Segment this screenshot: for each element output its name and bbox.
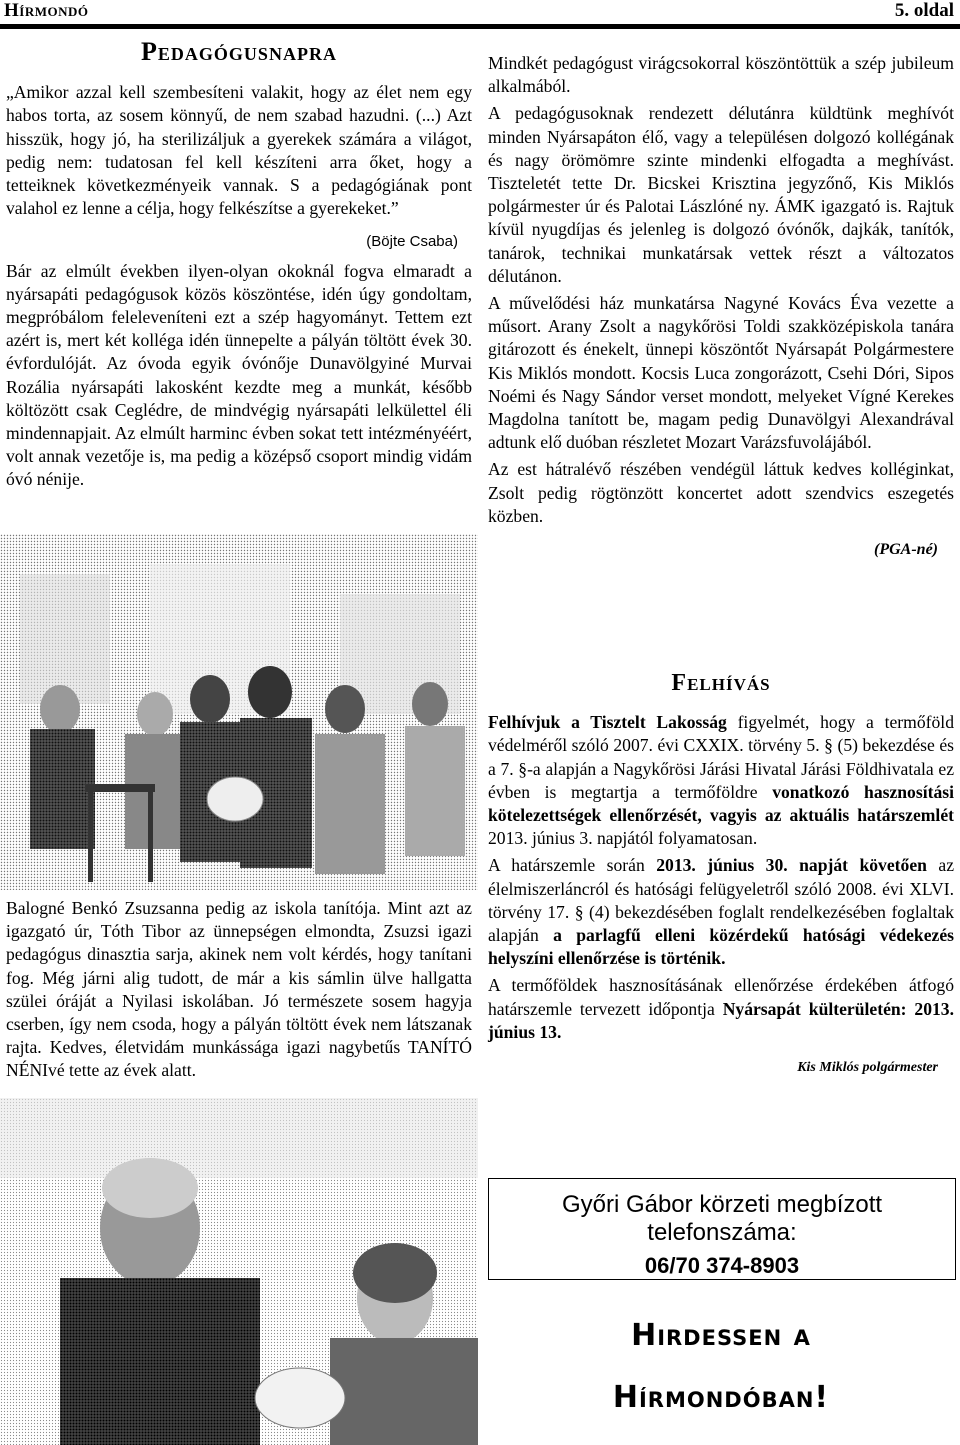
newspaper-name: Hírmondó: [4, 0, 89, 21]
greeting-photo: [0, 1098, 478, 1445]
masthead: [0, 0, 960, 24]
article-paragraph: Mindkét pedagógust virágcsokorral köszöntöttük a szép jubileum alkalmából.: [488, 53, 954, 97]
article-paragraph: A művelődési ház munkatársa Nagyné Kovács Éva vezette a műsort. Arany Zsolt a nagykőrösi Toldi szakközépiskola tanára gitározott és énekelt, ünnepi köszöntőt Nyársapát Polgármestere Kis Miklós mondott. Kocsis Luca zongorázott, Csehi Dóri, Sipos Noémi és Nagy Sándor verset mondott, melyeket Vígné Kerekes Magdolna tanított be, magam pedig Dunavölgyi Alexandrával adtunk elő duóban részletet Mozart Varázsfuvolájából.: [488, 293, 954, 453]
article-paragraph: Bár az elmúlt években ilyen-olyan okoknál fogva elmaradt a nyársapáti pedagógusok közös köszöntése, idén úgy gondoltam, megpróbálom feleleveníteni ezt a szép hagyományt. Tettem ezt azért is, mert két kolléga idén ünnepelte a pályán töltött évek 30. évfordulóját. Az óvoda egyik óvónője Dunavölgyiné Murvai Rozália nyársapáti lakosként kezdte meg a munkát, később költözött csak Ceglédre, de mindvégig nyársapáti lelkülettel éli mindennapjait. Az elmúlt harminc évben sokat tett intézményéért, volt annak vezetője is, ma pedig a középső csoport mindig vidám óvó nénije.: [6, 260, 472, 490]
article-paragraph: Balogné Benkó Zsuzsanna pedig az iskola tanítója. Mint azt az igazgató úr, Tóth Tibor az ünnepségen elmondta, Zsuzsi igazi pedagógus dinasztia sarja, akinek nem volt kérdés, hogy tanítani fog. Még járni alig tudott, de már a kis sámlin ülve hallgatta szülei óráját a Nyilasi iskolában. Jó természete sosem hagyja cserben, így nem csoda, hogy a pályán töltött évek nem látszanak rajta. Kedves, életvidám munkássága igazi nagybetűs TANÍTÓ NÉNIvé tette az évek alatt.: [6, 898, 472, 1081]
group-photo-image: [0, 534, 478, 890]
notice-text: 2013. június 3. napjától folyamatosan.: [488, 828, 758, 849]
notice-text: A termőföldek hasznosításának ellenőrzése érdekében átfogó határszemle tervezett időpontja: [488, 975, 954, 1019]
notice-title: Felhívás: [671, 670, 771, 696]
page-number: 5. oldal: [894, 0, 954, 21]
article-signature: (PGA-né): [874, 541, 938, 559]
notice-bold: Nyársapát külterületén: 2013. június 13.: [488, 998, 954, 1042]
notice-paragraph: [488, 974, 954, 1044]
article-title: Pedagógusnapra: [141, 37, 337, 66]
ad-line2: Hírmondóban!: [612, 1380, 830, 1415]
article-left-column-bottom: [6, 897, 472, 1087]
notice-bold: vonatkozó hasznosítási kötelezettségek ellenőrzését, vagyis az aktuális határszemlét: [488, 781, 954, 826]
notice-paragraph: [488, 854, 954, 970]
ad-line1: Hirdessen a: [631, 1318, 811, 1353]
notice-signature: Kis Miklós polgármester: [797, 1060, 938, 1076]
article-left-column: [6, 37, 472, 496]
notice-bold: 2013. június 30. napját követően: [656, 855, 927, 876]
notice-section: [488, 672, 954, 1079]
notice-text: figyelmét, hogy a termőföld védelméről szóló 2007. évi CXXIX. törvény 5. § (5) bekezdése és a 7. §-a alapján a Nagykőrösi Járási Hivatal Járási Földhivatala ez évben is megtartja a termőföldre: [488, 712, 954, 802]
article-paragraph: Az est hátralévő részében vendégül láttuk kedves kolléginkat, Zsolt pedig rögtönzött koncertet adott szendvics eszegetés közben.: [488, 459, 954, 526]
contact-title: Győri Gábor körzeti megbízott telefonszáma:: [561, 1191, 883, 1246]
notice-bold: Felhívjuk a Tisztelt Lakosság: [488, 712, 727, 733]
notice-paragraph: [488, 711, 954, 850]
contact-box: [488, 1178, 956, 1280]
masthead-rule: [0, 24, 960, 29]
notice-text: az élelmiszerláncról és hatósági felügyeletről szóló 2008. évi XLVI. törvény 17. § (4) bekezdésében foglalt rendelkezésében foglaltak alapján: [488, 855, 954, 946]
quote-text: „Amikor azzal kell szembesíteni valakit, hogy az élet nem egy habos torta, az sosem könnyű, de nem szabad hazudni. (...) Azt hisszük, hogy jó, ha sterilizáljuk a gyerekek számára a világot, pedig nem: tudatosan fel kell készíteni arra őket, hogy a tetteiknek következményeik vannak. S a pedagógiának pont valahol ez lenne a célja, hogy felkészítse a gyerekeket.”: [6, 82, 472, 219]
article-paragraph: A pedagógusoknak rendezett délutánra küldtünk meghívót minden Nyársapáton élő, vagy a településen dolgozó kollégának és nagy örömömre szinte mindenki elfogadta a meghívást. Tiszteletét tette Dr. Bicskei Krisztina jegyzőnő, Kis Miklós polgármester úr és Palotai Lászlóné ny. ÁMK igazgató is. Rajtuk kívül nyugdíjas és jelenleg is dolgozó óvónők, dajkák, tanítók, tanárok, technikai munkatársak vettek részt a változatos délutánon.: [488, 103, 954, 286]
quote-author: (Böjte Csaba): [366, 233, 458, 251]
article-right-column: [488, 52, 954, 561]
notice-bold: a parlagfű elleni közérdekű hatósági védekezés helyszíni ellenőrzése is történik.: [488, 925, 954, 969]
notice-text: A határszemle során: [488, 855, 657, 876]
greeting-photo-image: [0, 1098, 478, 1445]
phone-number: 06/70 374-8903: [644, 1253, 800, 1278]
group-photo: [0, 534, 478, 890]
